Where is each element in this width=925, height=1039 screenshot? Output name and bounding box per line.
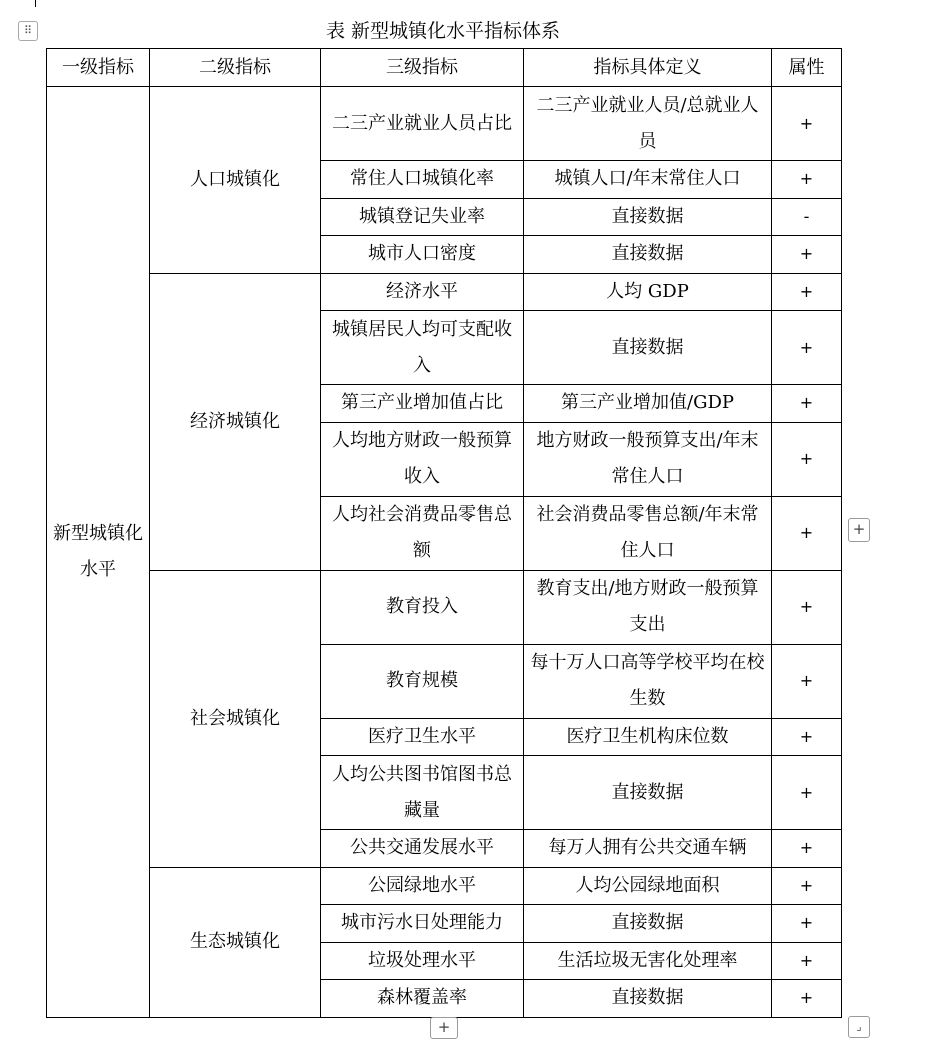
add-row-button[interactable]: + [430,1017,458,1039]
table-row [47,87,842,161]
header-attribute: 属性 [772,49,842,87]
table-resize-icon[interactable]: ⌟ [848,1016,870,1038]
level3-cell: 医疗卫生水平 [321,718,524,756]
attribute-cell: + [772,570,842,644]
level3-cell: 常住人口城镇化率 [321,161,524,199]
attribute-cell: + [772,980,842,1018]
attribute-cell: + [772,496,842,570]
definition-cell: 城镇人口/年末常住人口 [524,161,772,199]
definition-cell: 人均公园绿地面积 [524,867,772,905]
level2-cell: 生态城镇化 [150,867,321,1017]
level3-cell: 垃圾处理水平 [321,942,524,980]
header-definition: 指标具体定义 [524,49,772,87]
level3-cell: 城镇居民人均可支配收入 [321,311,524,385]
definition-cell: 人均 GDP [524,273,772,311]
level3-cell: 二三产业就业人员占比 [321,87,524,161]
header-level2: 二级指标 [150,49,321,87]
attribute-cell: + [772,273,842,311]
level2-cell: 人口城镇化 [150,87,321,274]
attribute-cell: + [772,942,842,980]
level3-cell: 第三产业增加值占比 [321,385,524,423]
definition-cell: 教育支出/地方财政一般预算支出 [524,570,772,644]
definition-cell: 直接数据 [524,311,772,385]
attribute-cell: - [772,198,842,236]
attribute-cell: + [772,905,842,943]
definition-cell: 直接数据 [524,756,772,830]
definition-cell: 地方财政一般预算支出/年末常住人口 [524,422,772,496]
level3-cell: 城市人口密度 [321,236,524,274]
definition-cell: 二三产业就业人员/总就业人员 [524,87,772,161]
level3-cell: 公共交通发展水平 [321,830,524,868]
table-row [47,570,842,644]
definition-cell: 直接数据 [524,198,772,236]
definition-cell: 直接数据 [524,905,772,943]
level3-cell: 人均地方财政一般预算收入 [321,422,524,496]
definition-cell: 每万人拥有公共交通车辆 [524,830,772,868]
table-drag-handle-icon[interactable]: ⠿ [18,21,38,41]
attribute-cell: + [772,830,842,868]
definition-cell: 每十万人口高等学校平均在校生数 [524,644,772,718]
level1-cell: 新型城镇化水平 [47,87,150,1018]
definition-cell: 直接数据 [524,980,772,1018]
text-cursor [35,0,36,7]
level3-cell: 教育投入 [321,570,524,644]
definition-cell: 生活垃圾无害化处理率 [524,942,772,980]
attribute-cell: + [772,756,842,830]
definition-cell: 直接数据 [524,236,772,274]
table-row [47,867,842,905]
definition-cell: 医疗卫生机构床位数 [524,718,772,756]
table-title: 表 新型城镇化水平指标体系 [325,20,561,42]
attribute-cell: + [772,87,842,161]
attribute-cell: + [772,422,842,496]
attribute-cell: + [772,236,842,274]
level3-cell: 教育规模 [321,644,524,718]
header-level1: 一级指标 [47,49,150,87]
level3-cell: 人均公共图书馆图书总藏量 [321,756,524,830]
attribute-cell: + [772,644,842,718]
level3-cell: 经济水平 [321,273,524,311]
add-column-button[interactable]: + [848,518,870,542]
level3-cell: 城镇登记失业率 [321,198,524,236]
definition-cell: 社会消费品零售总额/年末常住人口 [524,496,772,570]
header-level3: 三级指标 [321,49,524,87]
attribute-cell: + [772,718,842,756]
attribute-cell: + [772,311,842,385]
level3-cell: 人均社会消费品零售总额 [321,496,524,570]
indicator-table [46,48,842,1018]
level2-cell: 经济城镇化 [150,273,321,570]
table-body [47,87,842,1018]
level3-cell: 森林覆盖率 [321,980,524,1018]
level3-cell: 城市污水日处理能力 [321,905,524,943]
table-row [47,273,842,311]
level3-cell: 公园绿地水平 [321,867,524,905]
attribute-cell: + [772,867,842,905]
attribute-cell: + [772,385,842,423]
level2-cell: 社会城镇化 [150,570,321,867]
definition-cell: 第三产业增加值/GDP [524,385,772,423]
attribute-cell: + [772,161,842,199]
